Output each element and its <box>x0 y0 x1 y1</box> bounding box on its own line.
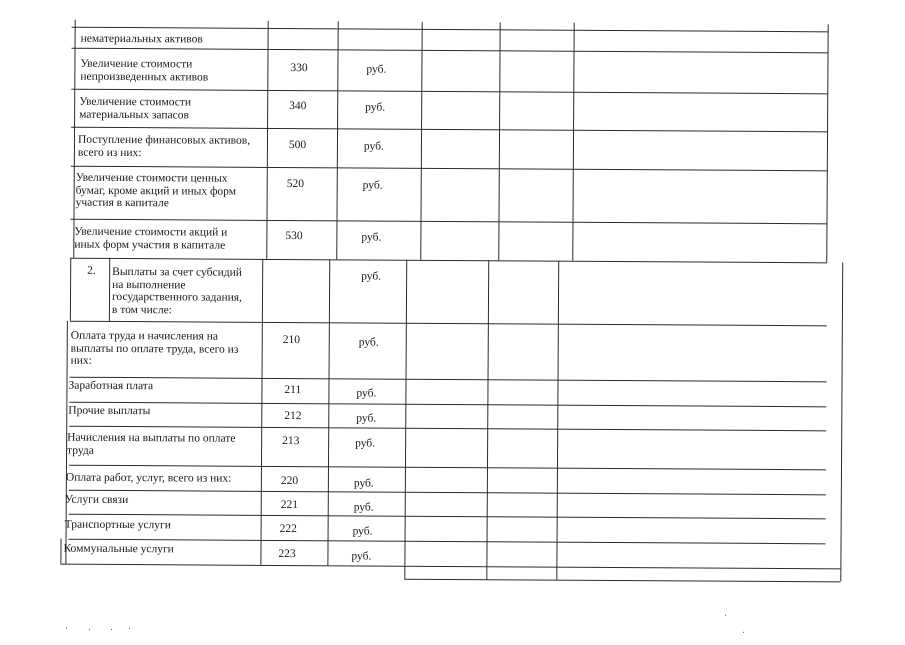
row-code: 210 <box>282 333 301 347</box>
row-unit: руб. <box>362 179 383 192</box>
row-rule <box>72 48 829 54</box>
row-code: 222 <box>279 522 297 536</box>
row-name: Увеличение стоимости акций и иных форм участия в капитале <box>74 225 228 252</box>
scan-speck <box>66 628 67 629</box>
row-code: 212 <box>284 410 302 423</box>
row-unit: руб. <box>356 412 377 425</box>
column-rule <box>73 20 75 258</box>
column-rule <box>266 21 268 259</box>
row-code: 520 <box>286 178 304 191</box>
row-unit: руб. <box>361 270 382 283</box>
row-rule <box>69 514 826 520</box>
row-name: Увеличение стоимости непроизведенных активов <box>80 57 209 84</box>
row-rule <box>70 321 827 327</box>
column-rule <box>420 22 422 260</box>
row-code: 221 <box>280 498 299 512</box>
row-rule <box>71 127 828 133</box>
row-rule <box>72 27 829 33</box>
row-unit: руб. <box>356 387 377 400</box>
row-rule <box>69 490 826 496</box>
row-unit: руб. <box>361 231 382 244</box>
row-unit: руб. <box>351 550 372 563</box>
row-name: Прочие выплаты <box>68 404 151 418</box>
column-rule <box>109 258 110 321</box>
row-name: Оплата труда и начисления на выплаты по оплате труда, всего из них: <box>70 329 239 367</box>
row-rule <box>70 258 827 264</box>
row-name: Увеличение стоимости материальных запасов <box>79 95 192 121</box>
row-code: 223 <box>278 547 296 561</box>
row-name: Услуги связи <box>64 493 129 507</box>
column-rule <box>60 539 61 564</box>
row-rule <box>404 579 840 583</box>
row-rule <box>69 426 826 432</box>
row-name: Начисления на выплаты по оплате труда <box>67 431 236 457</box>
column-rule <box>404 260 407 579</box>
column-rule <box>327 259 330 565</box>
row-unit: руб. <box>353 501 374 514</box>
row-rule <box>71 166 828 172</box>
row-rule <box>71 89 828 95</box>
column-rule <box>572 23 574 261</box>
row-rule <box>69 465 826 471</box>
scan-speck <box>129 628 130 629</box>
scan-speck <box>743 632 744 633</box>
column-rule <box>260 259 263 565</box>
column-rule <box>498 22 500 260</box>
row-rule <box>69 402 826 408</box>
row-rule <box>70 219 827 225</box>
table-grid <box>2 0 905 5</box>
column-rule <box>840 262 843 581</box>
row-code: 220 <box>280 474 299 488</box>
row-name: Заработная плата <box>68 379 154 393</box>
row-code: 530 <box>285 230 303 243</box>
row-name: Поступление финансовых активов, всего из них: <box>77 133 251 159</box>
row-unit: руб. <box>353 477 374 490</box>
row-rule <box>60 564 840 570</box>
row-rule <box>70 377 827 383</box>
row-code: 330 <box>290 62 308 75</box>
column-rule <box>486 260 489 579</box>
row-unit: руб. <box>366 63 387 76</box>
scan-speck <box>725 615 726 616</box>
row-unit: руб. <box>355 437 376 450</box>
row-number: 2. <box>87 264 96 277</box>
row-code: 213 <box>282 434 300 448</box>
row-name: Коммунальные услуги <box>63 542 174 556</box>
column-rule <box>70 258 71 321</box>
row-name: Увеличение стоимости ценных бумаг, кроме акций и иных форм участия в капитале <box>75 171 237 210</box>
row-rule <box>69 539 826 545</box>
row-unit: руб. <box>358 336 379 349</box>
row-name: Оплата работ, услуг, всего из них: <box>65 471 232 485</box>
row-code: 211 <box>284 384 302 397</box>
scan-speck <box>111 629 112 630</box>
row-name: Транспортные услуги <box>64 518 171 532</box>
column-rule <box>336 21 338 259</box>
scan-speck <box>89 629 90 630</box>
row-code: 500 <box>288 139 307 152</box>
column-rule <box>556 261 559 580</box>
row-code: 340 <box>289 100 307 113</box>
row-name: нематериальных активов <box>80 32 203 46</box>
row-unit: руб. <box>365 101 386 114</box>
row-name: Выплаты за счет субсидий на выполнение государственного задания, в том числе: <box>111 265 242 316</box>
row-unit: руб. <box>352 525 373 538</box>
row-unit: руб. <box>363 140 384 153</box>
column-rule <box>826 24 828 262</box>
